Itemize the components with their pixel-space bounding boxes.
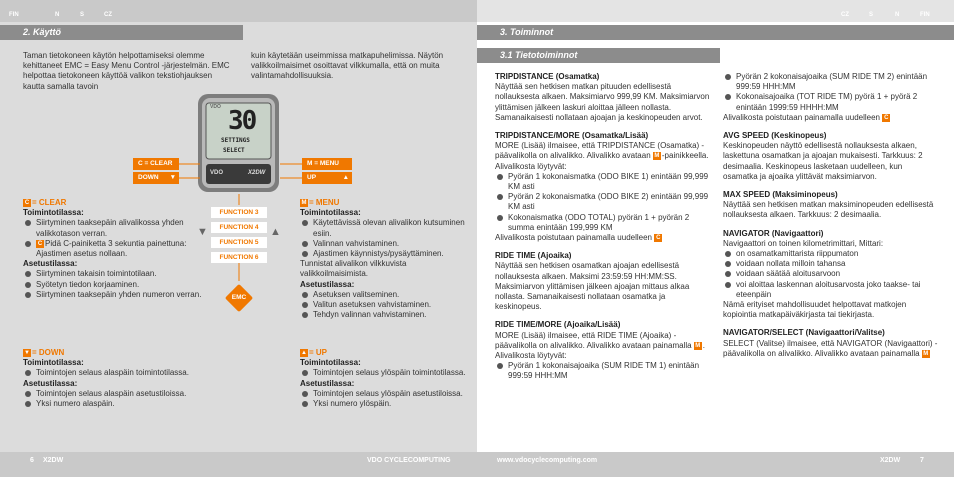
tripmore-heading: TRIPDISTANCE/MORE (Osamatka/Lisää) (495, 131, 649, 141)
footer-url: www.vdocyclecomputing.com (497, 457, 598, 464)
ridetime-heading: RIDE TIME (Ajoaika) (495, 251, 572, 261)
up-heading (300, 348, 472, 358)
list-item: Ajastimen käynnistys/pysäyttäminen. (300, 249, 472, 259)
list-item: Valinnan vahvistaminen. (300, 239, 472, 249)
navigator-items (723, 249, 938, 300)
left-footer (0, 452, 477, 477)
right-top-bar (477, 0, 954, 22)
down-setting-heading: Asetustilassa: (23, 378, 78, 388)
navigator-text2: Nämä erityiset mahdollisuudet helpottavat matkojen kopiointia matkapäiväkirjasta tai tiekirjasta. (723, 300, 907, 320)
device-lcd-sub: SETTINGS (221, 137, 250, 144)
tripmore-reset (495, 233, 710, 243)
clear-hold-text: Pidä C-painiketta 3 sekuntia painettuna: (45, 238, 187, 248)
ridemore-text (495, 331, 710, 362)
down-label (133, 172, 179, 184)
clear-items1 (23, 218, 213, 249)
m-key-icon: M (654, 153, 660, 160)
lang-s: S (80, 12, 85, 18)
m-key-icon: M (695, 342, 701, 349)
clear-setting-heading: Asetustilassa: (23, 259, 78, 269)
lang-fin-r: FIN (920, 12, 930, 18)
down-arrow-icon: ▼ (169, 174, 176, 181)
navselect-text-main: SELECT (Valitse) ilmaisee, että NAVIGATOR (Navigaattori) -päävalikolla on alivalikko. Alivalikko avataan painamalla (723, 338, 938, 358)
list-item: voi aloittaa laskennan aloitusarvosta joko taakse- tai eteenpäin (723, 280, 938, 300)
intro-col1: Taman tietokoneen käytön helpottamiseksi olemme kehittaneet EMC = Easy Menu Control -järjestelmän. EMC helpottaa tietokoneen käyttöä valikon tekstiohjauksen kautta samalla tavoin (23, 51, 230, 91)
left-section-title: 2. Käyttö (0, 25, 243, 40)
list-item (23, 239, 213, 249)
lang-n-r: N (895, 12, 900, 18)
up-arrow-icon: ▲ (342, 174, 349, 181)
right-footer (477, 452, 954, 477)
maxspeed-text: Näyttää sen hetkisen matkan maksiminopeuden edellisestä nollauksesta alkaen. Tarkkuus: 2 desimaalia. (723, 200, 934, 220)
function-6: FUNCTION 6 (211, 252, 267, 263)
function-4: FUNCTION 4 (211, 222, 267, 233)
menu-heading (300, 198, 472, 208)
ridemore-heading: RIDE TIME/MORE (Ajoaika/Lisää) (495, 320, 621, 330)
down-items2 (23, 389, 213, 409)
page-number-left: 6 (30, 457, 34, 464)
clear-heading (23, 198, 213, 208)
lang-s-r: S (869, 12, 874, 18)
list-item: Asetuksen valitseminen. (300, 290, 472, 300)
list-item: Pyörän 1 kokonaismatka (ODO BIKE 1) enintään 99,999 KM asti (495, 172, 710, 192)
list-item: Yksi numero ylöspäin. (300, 399, 472, 409)
c-key-icon: C (656, 234, 661, 241)
tripdistance-text: Näyttää sen hetkisen matkan pituuden edellisestä nollauksesta alkaen. Maksimiarvo 999,99 KM. Maksimiarvon ylittämisen jälkeen laskuri aloittaa jälleen nollasta. Samanaikaisesti nollataan ajoajan ja keskinopeuden arvot. (495, 82, 710, 122)
menu-setting-heading: Asetustilassa: (300, 279, 355, 289)
tripmore-text-a: MORE (Lisää) ilmaisee, että TRIPDISTANCE (Osamatka) -päävalikolla on alivalikko. Alivalikko avataan (495, 141, 705, 161)
footer-model-right: X2DW (880, 457, 901, 464)
list-item: Siirtyminen taaksepäin alivalikossa yhden valikkotason verran. (23, 218, 213, 238)
ride-reset (723, 113, 938, 123)
lang-cz: CZ (104, 12, 112, 18)
down-items1 (23, 368, 213, 378)
tripmore-text (495, 141, 710, 172)
intro-col2: kuin käytetään useimmissa matkapuhelimissa. Näytön valikkoilmaisimet osoittavat vilkkumalla, että on muita valintamahdollisuuksia. (251, 51, 444, 81)
list-item: Pyörän 1 kokonaisajoaika (SUM RIDE TM 1) enintään 999:59 HHH:MM (495, 361, 710, 381)
emc-logo (225, 284, 253, 312)
tripmore-text-b: -painikkeella. Alivalikosta löytyvät: (495, 151, 709, 171)
list-item: Yksi numero alaspäin. (23, 399, 213, 409)
page-number-right: 7 (920, 457, 924, 464)
up-label-text: UP (307, 174, 317, 181)
up-label (302, 172, 352, 184)
right-subsection-title: 3.1 Tietotoiminnot (477, 48, 720, 63)
lang-n: N (55, 12, 60, 18)
scroll-down-icon: ▼ (197, 226, 208, 238)
list-item: Valitun asetuksen vahvistaminen. (300, 300, 472, 310)
lang-fin: FIN (9, 12, 19, 18)
down-key-icon: ▼ (24, 349, 30, 356)
menu-items1 (300, 218, 472, 259)
list-item: Pyörän 2 kokonaisajoaika (SUM RIDE TM 2) enintään 999:59 HHH:MM (723, 72, 938, 92)
list-item: Kokonaismatka (ODO TOTAL) pyörän 1 + pyörän 2 summa enintään 199,999 KM (495, 213, 710, 233)
clear-block (23, 198, 213, 300)
list-item: Syötetyn tiedon korjaaminen. (23, 280, 213, 290)
ridemore-text-b: . Alivalikosta löytyvät: (495, 340, 706, 361)
device-model: X2DW (248, 170, 266, 176)
clear-label: C = CLEAR (133, 158, 179, 170)
down-label-text: DOWN (138, 174, 159, 181)
ridemore-text-a: MORE (Lisää) ilmaisee, että RIDE TIME (Ajoaika) -päävalikolla on alivalikko. Alivalikko avataan painamalla (495, 330, 692, 350)
ridetime-text: Näyttää sen hetkisen osamatkan ajoajan edellisestä nollauksesta alkaen. Maksimi 23:59:59 HH:MM:SS. Maksimiarvon ylittämisen jälkeen ajoajan mittaus alkaa nollasta. Samanaikaisesti nollataan osamatka ja keskinopeus. (495, 261, 690, 312)
list-item: Toimintojen selaus alaspäin toimintotilassa. (23, 368, 213, 378)
device-lcd-select: SELECT (223, 147, 245, 154)
list-item: Tehdyn valinnan vahvistaminen. (300, 310, 472, 320)
emc-text: EMC (231, 294, 247, 301)
navigator-heading: NAVIGATOR (Navigaattori) (723, 228, 824, 238)
function-5: FUNCTION 5 (211, 237, 267, 248)
up-setting-heading: Asetustilassa: (300, 378, 355, 388)
ride-total-items (723, 72, 938, 113)
m-key-icon: M (923, 350, 929, 357)
up-title: = UP (309, 348, 328, 357)
up-key-icon: ▲ (301, 349, 307, 356)
menu-para: Tunnistat alivalikon vilkkuvista valikkoilmaisimista. (300, 259, 407, 279)
up-items2 (300, 389, 472, 409)
menu-label: M = MENU (302, 158, 352, 170)
list-item: voidaan nollata milloin tahansa (723, 259, 938, 269)
c-key-icon: C (884, 114, 889, 121)
avgspeed-heading: AVG SPEED (Keskinopeus) (723, 131, 827, 141)
up-items1 (300, 368, 472, 378)
navselect-text (723, 339, 938, 359)
navigator-text: Navigaattori on toinen kilometrimittari, Mittari: (723, 238, 884, 248)
function-3: FUNCTION 3 (211, 207, 267, 218)
up-block (300, 348, 472, 409)
list-item: Siirtyminen taaksepäin yhden numeron verran. (23, 290, 213, 300)
tripdistance-heading: TRIPDISTANCE (Osamatka) (495, 72, 600, 81)
list-item: Käytettävissä olevan alivalikon kutsuminen esiin. (300, 218, 472, 238)
clear-title: = CLEAR (32, 198, 67, 207)
tripmore-items (495, 172, 710, 233)
scroll-up-icon: ▲ (270, 226, 281, 238)
right-col1 (495, 72, 710, 382)
list-item: on osamatkamittarista riippumaton (723, 249, 938, 259)
menu-title: = MENU (309, 198, 340, 207)
ride-reset-text: Alivalikosta poistutaan painamalla uudelleen (723, 112, 880, 122)
ridemore-items (495, 361, 710, 381)
down-title: = DOWN (32, 348, 65, 357)
list-item: Pyörän 2 kokonaismatka (ODO BIKE 2) enintään 99,999 KM asti (495, 192, 710, 212)
c-key-icon: C (24, 199, 30, 206)
clear-mode-heading: Toimintotilassa: (23, 208, 84, 218)
list-item: Toimintojen selaus ylöspäin asetustiloissa. (300, 389, 472, 399)
list-item: Toimintojen selaus alaspäin asetustiloissa. (23, 389, 213, 399)
device-brand: VDO (210, 104, 221, 110)
right-col2 (723, 72, 938, 359)
navselect-heading: NAVIGATOR/SELECT (Navigaattori/Valitse) (723, 328, 885, 338)
avgspeed-text: Keskinopeuden näyttö edellisestä nollauksesta alkaen, laskettuna osamatkan ja ajoajan mukaisesti. Tarkkuus: 2 desimaalia. Keskinopeus lasketaan uudelleen, kun osamatka ja ajoaika ylittävät maksimiarvon. (723, 141, 923, 181)
list-item: voidaan säätää aloitusarvoon (723, 269, 938, 279)
maxspeed-heading: MAX SPEED (Maksiminopeus) (723, 190, 838, 200)
c-key-inline-icon: C (37, 240, 43, 247)
m-key-icon: M (301, 199, 307, 206)
menu-items2 (300, 290, 472, 321)
up-mode-heading: Toimintotilassa: (300, 358, 361, 368)
list-item: Siirtyminen takaisin toimintotilaan. (23, 269, 213, 279)
device-lcd-main: 30 (228, 106, 256, 136)
menu-mode-heading: Toimintotilassa: (300, 208, 361, 218)
tripmore-reset-text: Alivalikosta poistutaan painamalla uudelleen (495, 233, 652, 243)
list-item: Kokonaisajoaika (TOT RIDE TM) pyörä 1 + pyörä 2 enintään 1999:59 HHHH:MM (723, 92, 938, 112)
footer-model-left: X2DW (43, 457, 64, 464)
clear-items2 (23, 269, 213, 300)
device-brand-bottom: VDO (210, 170, 224, 176)
down-heading (23, 348, 213, 358)
list-item: Toimintojen selaus ylöspäin toimintotilassa. (300, 368, 472, 378)
menu-block (300, 198, 472, 320)
clear-extra: Ajastimen asetus nollaan. (36, 249, 128, 259)
lang-cz-r: CZ (841, 12, 849, 18)
right-section-title: 3. Toiminnot (477, 25, 954, 40)
down-mode-heading: Toimintotilassa: (23, 358, 84, 368)
down-block (23, 348, 213, 409)
footer-brand: VDO CYCLECOMPUTING (367, 457, 451, 464)
